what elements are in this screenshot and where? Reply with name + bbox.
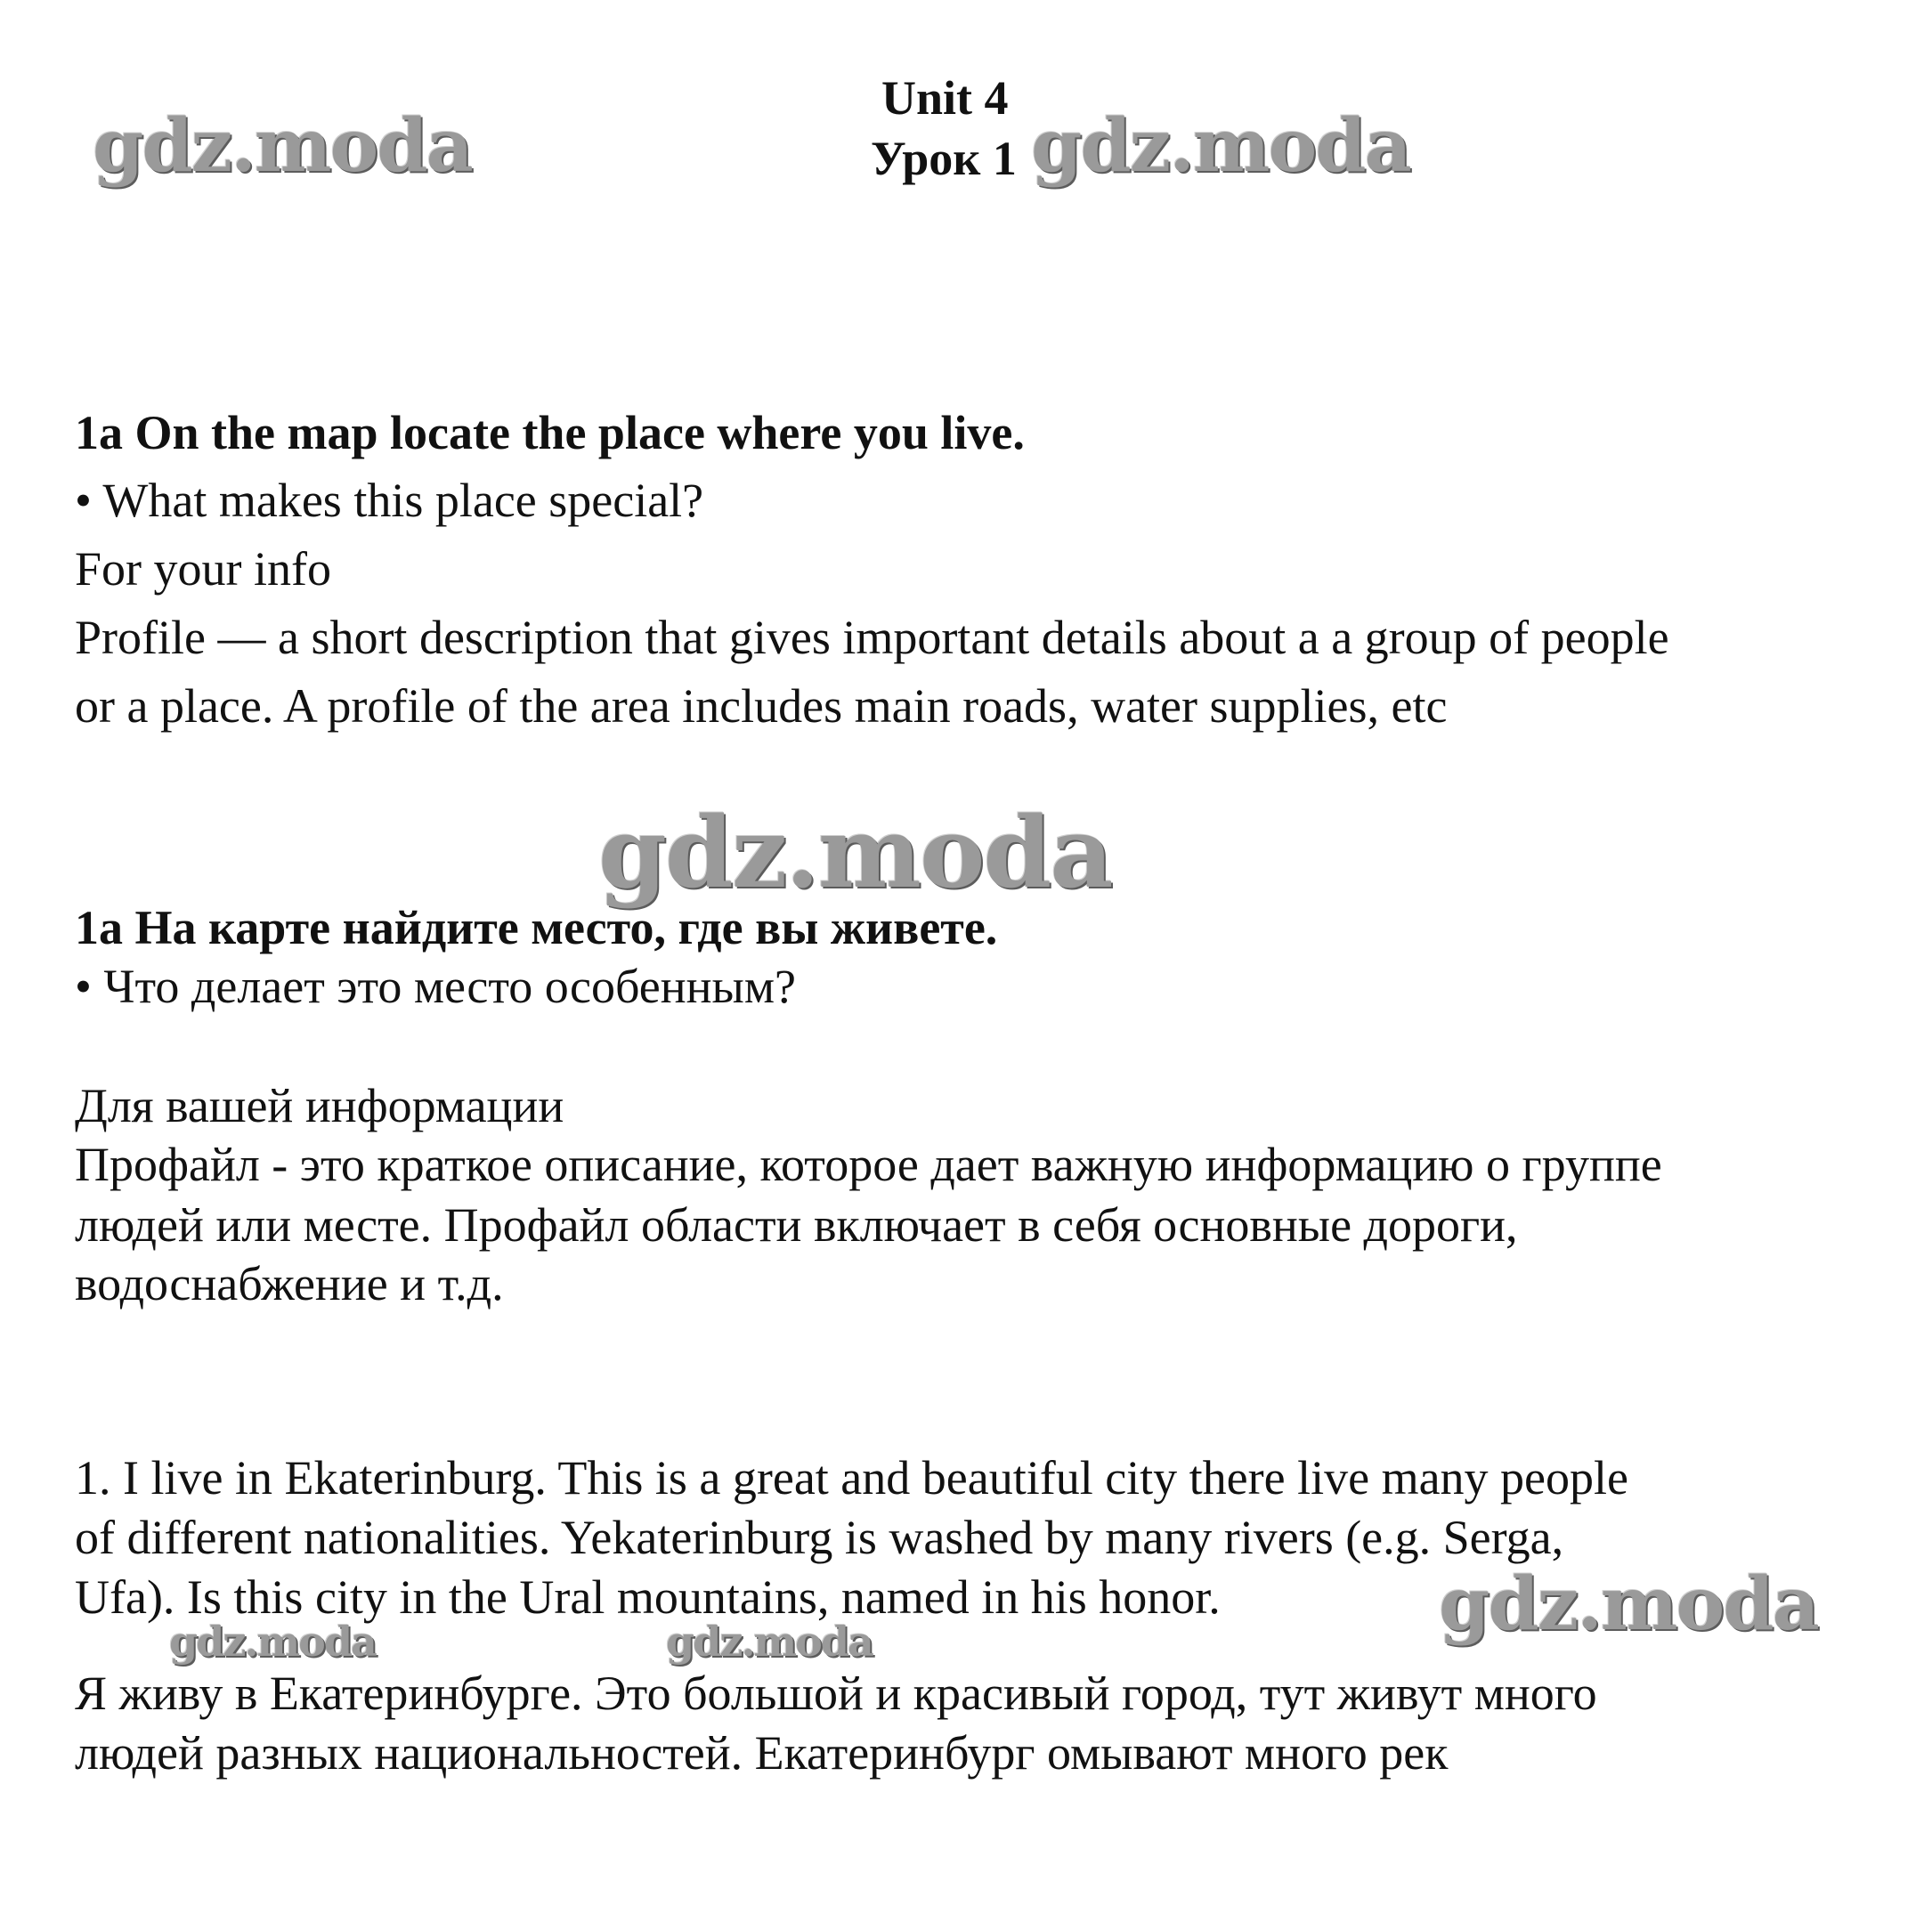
- answer-russian-line-2: людей разных национальностей. Екатеринбург омывают много рек: [75, 1726, 1449, 1780]
- russian-profile-line-1: Профайл - это краткое описание, которое дает важную информацию о группе: [75, 1138, 1662, 1191]
- watermark-center: gdz.moda: [598, 795, 1112, 910]
- english-info-label: For your info: [75, 542, 331, 596]
- english-question: • What makes this place special?: [75, 474, 704, 527]
- russian-profile-line-2: людей или месте. Профайл области включает в себя основные дороги,: [75, 1198, 1518, 1252]
- answer-english-line-3: Ufa). Is this city in the Ural mountains, named in his honor.: [75, 1570, 1221, 1624]
- russian-question: • Что делает это место особенным?: [75, 960, 796, 1013]
- english-task-title: 1a On the map locate the place where you live.: [75, 406, 1025, 459]
- watermark-top-right: gdz.moda: [1031, 103, 1410, 189]
- english-profile-line-1: Profile — a short description that gives important details about a a group of people: [75, 611, 1669, 664]
- lesson-title: Урок 1: [871, 132, 1017, 185]
- watermark-small-left: gdz.moda: [169, 1618, 376, 1666]
- watermark-top-left: gdz.moda: [93, 103, 472, 189]
- watermark-small-center: gdz.moda: [666, 1618, 873, 1666]
- unit-title: Unit 4: [881, 71, 1009, 125]
- watermark-bottom-right: gdz.moda: [1439, 1561, 1818, 1647]
- russian-profile-line-3: водоснабжение и т.д.: [75, 1257, 504, 1310]
- answer-english-line-2: of different nationalities. Yekaterinburg is washed by many rivers (e.g. Serga,: [75, 1511, 1564, 1564]
- answer-english-line-1: 1. I live in Ekaterinburg. This is a great and beautiful city there live many people: [75, 1451, 1628, 1505]
- english-profile-line-2: or a place. A profile of the area includes main roads, water supplies, etc: [75, 679, 1448, 733]
- russian-task-title: 1a На карте найдите место, где вы живете.: [75, 901, 998, 954]
- russian-info-label: Для вашей информации: [75, 1079, 564, 1132]
- answer-russian-line-1: Я живу в Екатеринбурге. Это большой и красивый город, тут живут много: [75, 1667, 1597, 1720]
